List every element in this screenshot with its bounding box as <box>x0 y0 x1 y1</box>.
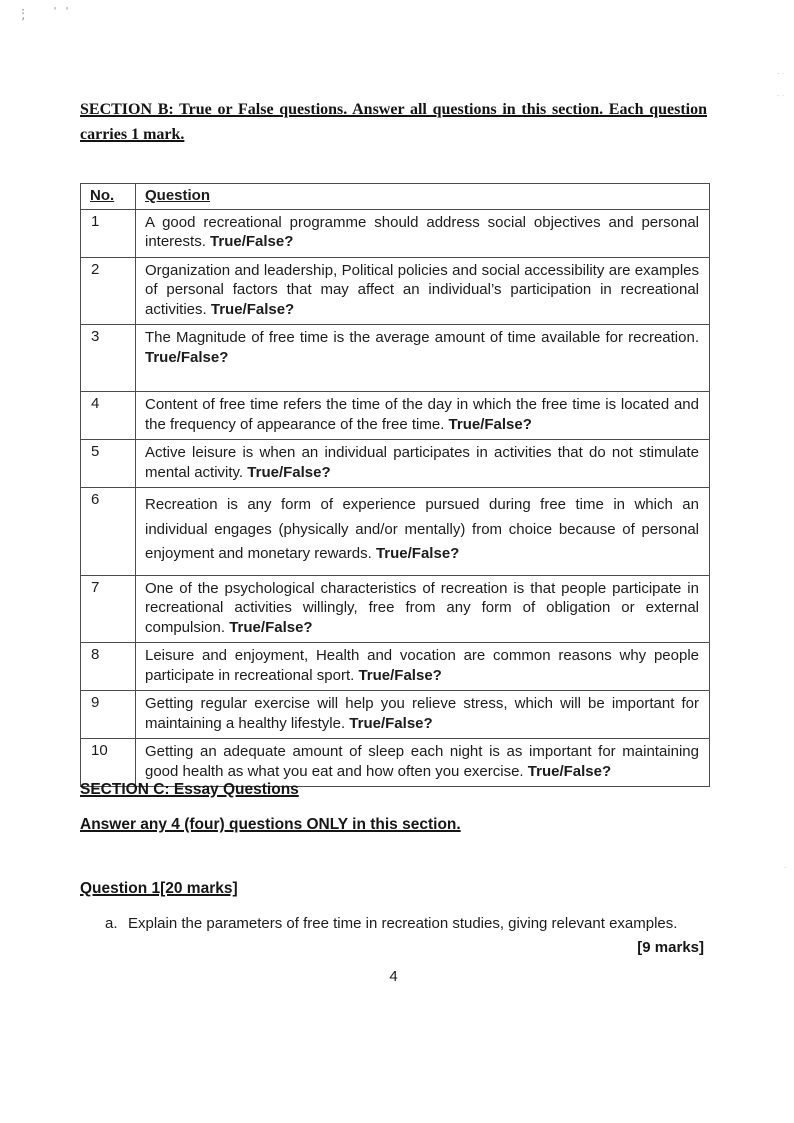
scan-artifact: - <box>783 864 789 872</box>
table-row <box>81 575 710 643</box>
item-a-marks: [9 marks] <box>637 939 704 956</box>
true-false-label: True/False? <box>229 618 313 636</box>
section-b-heading-line1: SECTION B: True or False questions. Answer all questions in this section. Each question <box>80 101 707 118</box>
scan-artifact: -- <box>776 70 787 78</box>
section-c-instruction: Answer any 4 (four) questions ONLY in this section. <box>80 816 461 833</box>
question-number: 10 <box>81 739 136 787</box>
true-false-label: True/False? <box>247 463 331 481</box>
question-text: A good recreational programme should address social objectives and personal interests. <box>145 213 699 250</box>
table-header-row <box>81 184 710 210</box>
question-1-item-a <box>105 915 707 932</box>
table-row <box>81 325 710 392</box>
section-b-heading-line2: carries 1 mark. <box>80 126 185 143</box>
question-number: 1 <box>81 209 136 257</box>
scan-artifact: ’ <box>20 17 27 28</box>
question-text: Leisure and enjoyment, Health and vocation are common reasons why people participate in recreational sport. <box>145 647 699 684</box>
question-cell <box>136 257 710 325</box>
table-row <box>81 643 710 691</box>
question-text: Getting an adequate amount of sleep each night is as important for maintaining good health as what you eat and how often you exercise. <box>145 743 699 780</box>
table-row <box>81 209 710 257</box>
true-false-label: True/False? <box>448 415 532 433</box>
true-false-label: True/False? <box>210 300 295 318</box>
column-header-no: No. <box>81 184 136 210</box>
question-text: Getting regular exercise will help you relieve stress, which will be important for maintaining a healthy lifestyle. <box>145 695 699 732</box>
page-number: 4 <box>389 968 398 985</box>
question-number: 4 <box>81 392 136 440</box>
table-row <box>81 691 710 739</box>
true-false-label: True/False? <box>358 666 442 684</box>
question-cell <box>136 575 710 643</box>
question-cell <box>136 209 710 257</box>
table-row <box>81 392 710 440</box>
true-false-label: True/False? <box>527 762 612 780</box>
question-number: 8 <box>81 643 136 691</box>
question-cell <box>136 325 710 392</box>
section-c-heading: SECTION C: Essay Questions <box>80 781 299 798</box>
question-cell <box>136 440 710 488</box>
scan-artifact: -- <box>776 92 787 100</box>
question-text: Organization and leadership, Political policies and social accessibility are examples of personal factors that may affect an individual’s participation in recreational activities. <box>145 261 699 318</box>
question-number: 7 <box>81 575 136 643</box>
question-text: One of the psychological characteristics of recreation is that people participate in recreational activities willingly, free from any form of obligation or external compulsion. <box>145 579 699 636</box>
question-number: 9 <box>81 691 136 739</box>
question-text: Content of free time refers the time of the day in which the free time is located and the frequency of appearance of the free time. <box>145 396 699 433</box>
true-false-label: True/False? <box>375 545 460 562</box>
table-row <box>81 257 710 325</box>
table-row <box>81 739 710 787</box>
question-cell <box>136 691 710 739</box>
question-cell <box>136 488 710 576</box>
section-b-heading <box>80 97 707 147</box>
true-false-questions-table <box>80 183 710 787</box>
scan-artifact: : <box>20 6 27 17</box>
scan-artifact: ' ' <box>52 6 71 17</box>
question-number: 6 <box>81 488 136 576</box>
question-cell <box>136 643 710 691</box>
item-a-label: a. <box>105 915 118 932</box>
question-number: 2 <box>81 257 136 325</box>
true-false-label: True/False? <box>145 348 229 366</box>
question-1-heading: Question 1[20 marks] <box>80 880 238 897</box>
true-false-label: True/False? <box>210 233 294 250</box>
item-a-text: Explain the parameters of free time in recreation studies, giving relevant examples. <box>128 915 678 932</box>
question-number: 3 <box>81 325 136 392</box>
table-row <box>81 440 710 488</box>
question-cell <box>136 392 710 440</box>
question-number: 5 <box>81 440 136 488</box>
true-false-label: True/False? <box>349 714 433 732</box>
question-text: The Magnitude of free time is the average amount of time available for recreation. <box>145 329 699 346</box>
column-header-question: Question <box>136 184 710 210</box>
question-cell <box>136 739 710 787</box>
question-text: Active leisure is when an individual participates in activities that do not stimulate mental activity. <box>145 444 699 481</box>
question-text: Recreation is any form of experience pursued during free time in which an individual engages (physically and/or mentally) from choice because of personal enjoyment and monetary rewards. <box>145 496 699 562</box>
table-row <box>81 488 710 576</box>
